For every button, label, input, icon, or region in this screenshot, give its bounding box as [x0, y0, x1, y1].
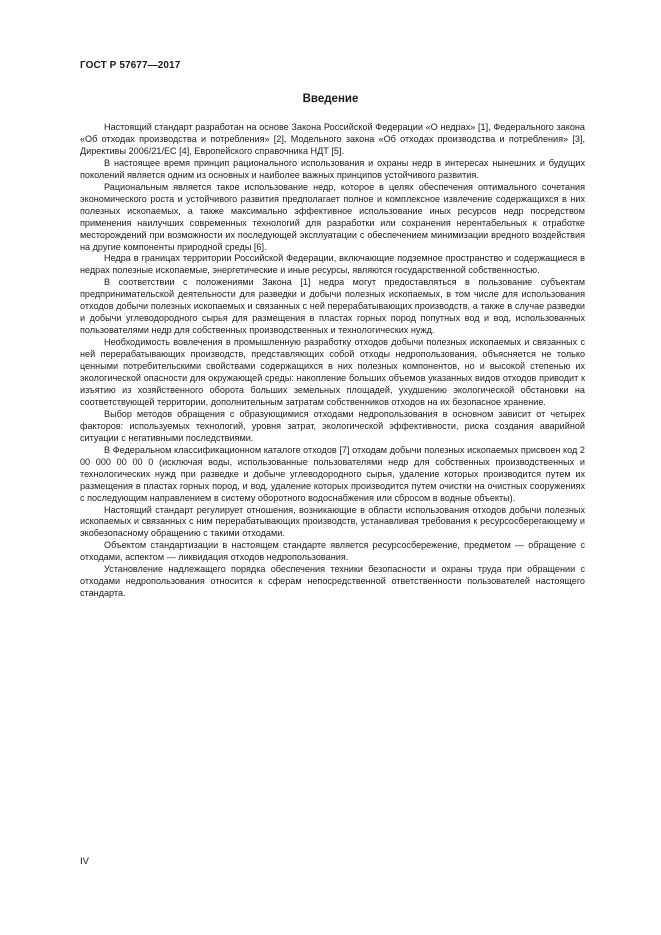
paragraph-legal-basis: Настоящий стандарт разработан на основе Закона Российской Федерации «О недрах» [1], Федерального закона «Об отходах производства и потребления» [2], Модельного закона «Об отходах производства и потребления» [3], Директивы 2006/21/ЕС [4], Европейского справочника НДТ [5].	[80, 122, 585, 156]
page-number: IV	[80, 856, 89, 867]
standard-designation: ГОСТ Р 57677—2017	[80, 60, 181, 71]
paragraph-safety-responsibility: Установление надлежащего порядка обеспечения техники безопасности и охраны труда при обращении с отходами недропользования относится к сферам непосредственной ответственности пользователей настоящего стандарта.	[80, 564, 585, 599]
paragraph-state-ownership: Недра в границах территории Российской Федерации, включающие подземное пространство и содержащиеся в недрах полезные ископаемые, энергетические и иные ресурсы, являются государственной собственностью.	[80, 253, 585, 276]
paragraph-waste-involvement: Необходимость вовлечения в промышленную разработку отходов добычи полезных ископаемых и связанных с ней перерабатывающих производств, представляющих собой отходы недропользования, объясняется не только ценными потребительскими свойствами содержащихся в них полезных компонентов, но и высокой степенью их экологической опасности для окружающей среды: накопление больших объемов указанных видов отходов приводит к изъятию из хозяйственного оборота больших земельных площадей, ухудшению экологической обстановки на соответствующей территории, дополнительным затратам собственников отходов на их безопасное хранение.	[80, 337, 585, 407]
paragraph-standardization-object: Объектом стандартизации в настоящем стандарте является ресурсосбережение, предметом — обращение с отходами, аспектом — ликвидация отходов недропользования.	[80, 540, 585, 563]
paragraph-rational-use-definition: Рациональным является такое использование недр, которое в целях обеспечения оптимального сочетания экономического роста и устойчивого развития предполагает полное и комплексное извлечение содержащихся в них полезных ископаемых, а также максимально эффективное использование иных ресурсов недр посредством применения наилучших современных технологий для разработки или сохранения нерентабельных к отработке месторождений при возможности их последующей эксплуатации с обеспечением минимизации вредного воздействия на другие компоненты природной среды [6].	[80, 181, 585, 252]
paragraph-waste-catalog: В Федеральном классификационном каталоге отходов [7] отходам добычи полезных ископаемых присвоен код 2 00 000 00 00 0 (исключая воды, использованные пользователями недр для собственных производственных и технологических нужд при разведке и добыче углеводородного сырья, удаление которых производится путем их размещения в пластах горных пород, и вод, удаление которых производится путем очистки на очистных сооружениях с последующим направлением в систему оборотного водоснабжения или сбросом в водные объекты).	[80, 444, 585, 503]
paragraph-method-selection: Выбор методов обращения с образующимися отходами недропользования в основном зависит от четырех факторов: используемых технологий, уровня затрат, экологической эффективности, риска создания аварийной ситуации с негативными последствиями.	[80, 408, 585, 443]
section-title: Введение	[302, 93, 359, 105]
paragraph-standard-scope: Настоящий стандарт регулирует отношения, возникающие в области использования отходов добычи полезных ископаемых и связанных с ним перерабатывающих производств, устанавливая требования к ресурсосберегающему и экобезопасному обращению с такими отходами.	[80, 504, 585, 539]
paragraph-rational-use-principle: В настоящее время принцип рационального использования и охраны недр в интересах нынешних и будущих поколений является одним из основных и наиболее важных принципов устойчивого развития.	[80, 157, 585, 180]
introduction-body	[80, 122, 585, 600]
paragraph-subsoil-use-rights: В соответствии с положениями Закона [1] недра могут предоставляться в пользование субъектам предпринимательской деятельности для разведки и добычи полезных ископаемых, в том числе для использования отходов добычи полезных ископаемых и связанных с ней перерабатывающих производств, а также в случае разведки и добычи углеводородного сырья для размещения в пластах горных пород попутных вод и вод, использованных пользователями недр для собственных производственных и технологических нужд.	[80, 277, 585, 336]
